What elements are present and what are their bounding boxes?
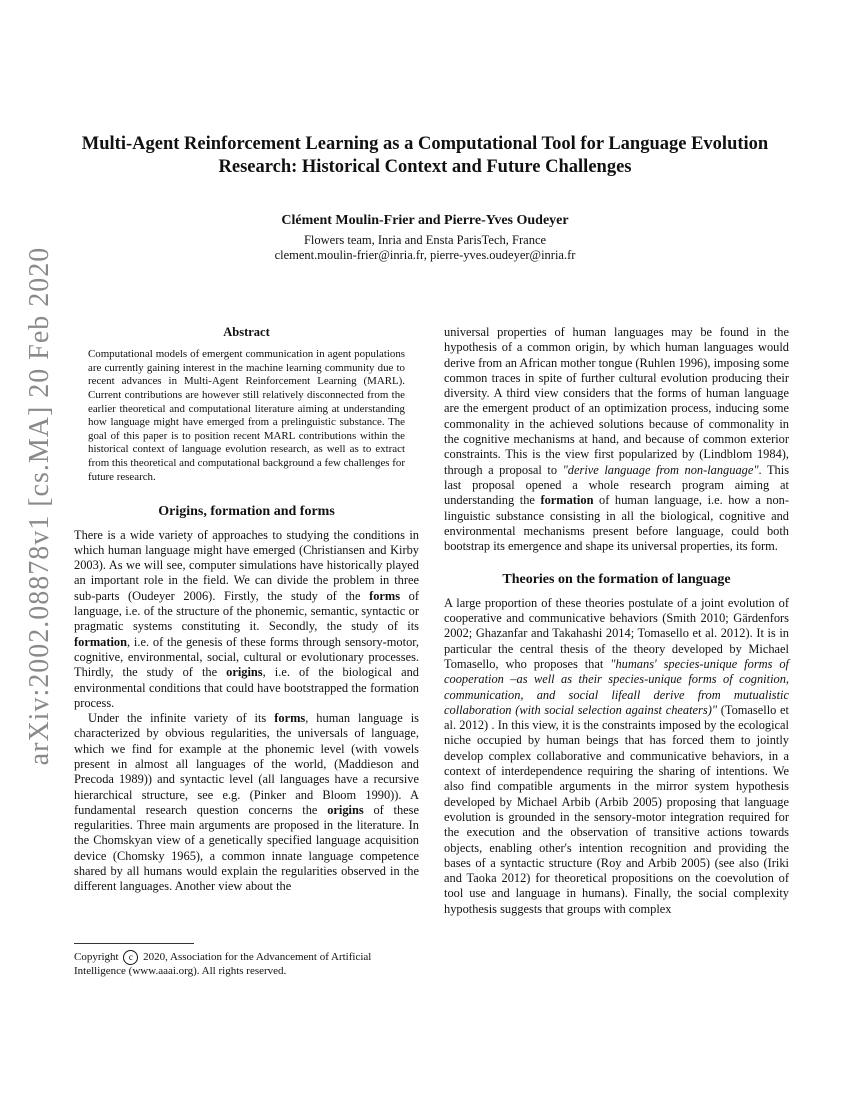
authors: Clément Moulin-Frier and Pierre-Yves Oudeyer [281,213,569,228]
right-column [444,325,789,917]
paper-title: Multi-Agent Reinforcement Learning as a Computational Tool for Language Evolution Research: Historical Context and Future Challenges [81,134,769,177]
origins-paragraph-2: Under the infinite variety of its forms, human language is characterized by obvious regularities, the universals of language, which we find for example at the phonemic level (with vowels present in almost all languages of the world, (Maddieson and Precoda 1989)) and syntactic level (all languages have a recursive hierarchical structure, see e.g. (Pinker and Bloom 1990)). A fundamental research question concerns the origins of these regularities. Three main arguments are proposed in the literature. In the Chomskyan view of a genetically specified language acquisition device (Chomsky 1965), a common innate language competence shared by all humans would explain the regularities observed in the different languages. Another view about the [74,711,419,894]
copyright-footnote: Copyright c 2020, Association for the Advancement of Artificial Intelligence (www.aaai.org). All rights reserved. [74,943,419,979]
abstract-text: Computational models of emergent communication in agent populations are currently gaining interest in the machine learning community due to recent advances in Multi-Agent Reinforcement Learning (MARL). Current contributions are however still relatively disconnected from the earlier theoretical and computational literature aiming at understanding how language might have emerged from a prelinguistic substance. The goal of this paper is to position recent MARL contributions within the historical context of language evolution research, as well as to extract from this theoretical and computational background a few challenges for future research. [88,348,405,483]
abstract-heading: Abstract [223,325,270,339]
origins-paragraph-1: There is a wide variety of approaches to studying the conditions in which human language might have emerged (Christiansen and Kirby 2003). As we will see, computer simulations have historically played an important role in the field. We can divide the problem in three sub-parts (Oudeyer 2006). Firstly, the study of the forms of language, i.e. of the structure of the phonemic, semantic, syntactic or pragmatic systems constituting it. Secondly, the study of its formation, i.e. of the genesis of these forms through sensory-motor, cognitive, environmental, social, cultural or evolutionary processes. Thirdly, the study of the origins, i.e. of the biological and environmental conditions that could have bootstrapped the formation process. [74,527,419,710]
author-emails[interactable]: clement.moulin-frier@inria.fr, pierre-yves.oudeyer@inria.fr [274,248,576,262]
affiliation: Flowers team, Inria and Ensta ParisTech, France [303,233,547,247]
footnote-rule [74,943,194,944]
arxiv-stamp[interactable]: arXiv:2002.08878v1 [cs.MA] 20 Feb 2020 [24,246,55,766]
right-paragraph-1: universal properties of human languages may be found in the hypothesis of a common origin, by which human languages would derive from an African mother tongue (Ruhlen 1996), imposing some common traces in spite of further cultural evolution producing their diversity. A third view considers that the forms of human language are the emergent product of an optimization process, inducing some commonality in the achieved solutions because of commonality in the cognitive mechanisms at hand, and because of common exterior constraints. This is the view first popularized by (Lindblom 1984), through a proposal to "derive language from non-language". This last proposal opened a whole research program aiming at understanding the formation of human language, i.e. how a non-linguistic substance consisting in all the biological, cognitive and environmental mechanisms present before language, could both bootstrap its emergence and shape its universal properties, its form. [444,325,790,554]
left-column [74,325,419,895]
section-heading-theories: Theories on the formation of language [502,572,731,588]
copyright-symbol: c [123,950,138,965]
theories-paragraph-1: A large proportion of these theories postulate of a joint evolution of cooperative and communicative behaviors (Smith 2010; Gärdenfors 2002; Ghazanfar and Takahashi 2014; Tomasello et al. 2012). It is in particular the central thesis of the theory developed by Michael Tomasello, who proposes that "humans' species-unique forms of cooperation –as well as their species-unique forms of cognition, communication, and social lifeall derive from mutualistic collaboration (with social selection against cheaters)" (Tomasello et al. 2012) . In this view, it is the constraints imposed by the ecological niche occupied by human beings that has forced them to jointly develop complex collaborative and communicative behaviors, in a context of interdependence requiring the sharing of intentions. We also find compatible arguments in the mirror system hypothesis developed by Michael Arbib (Arbib 2005) proposing that language evolution is grounded in the sensory-motor integration required for the execution and the observation of transitive actions towards objects, enabling other's intention recognition and providing the bases of a syntactic structure (Roy and Arbib 2005) (see also (Iriki and Taoka 2012) for theoretical propositions on the coevolution of tool use and language in humans). Finally, the social complexity hypothesis suggests that groups with complex [444,595,790,916]
section-heading-origins: Origins, formation and forms [158,504,335,520]
